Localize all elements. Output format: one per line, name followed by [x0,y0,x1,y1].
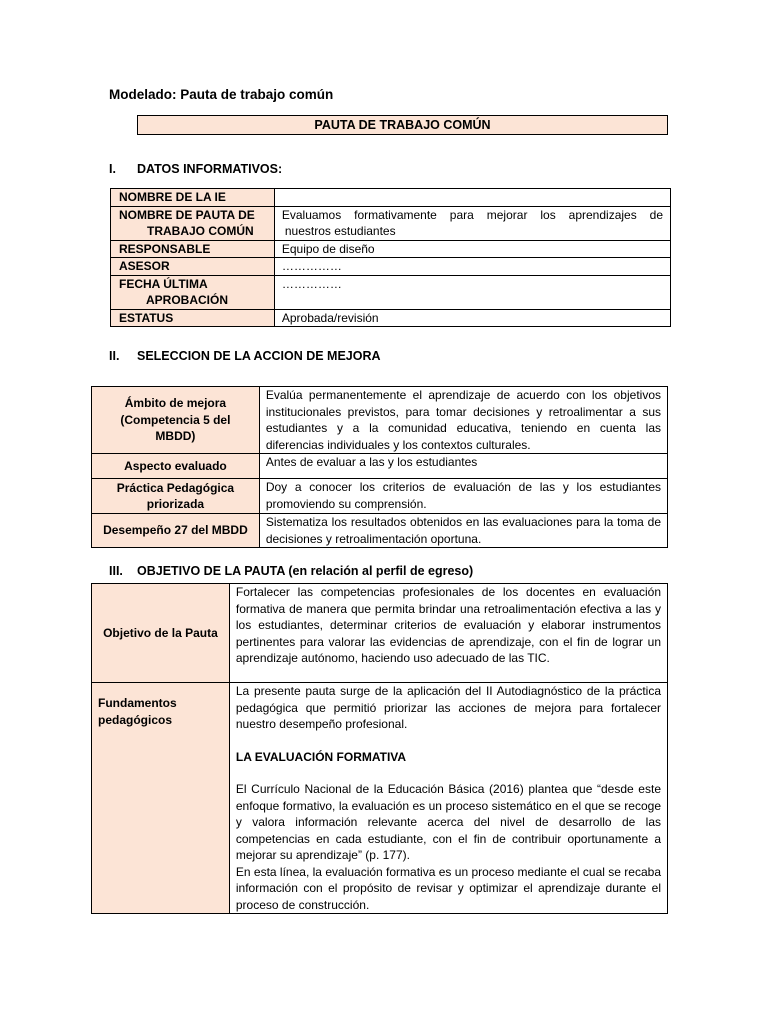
row-label: Práctica Pedagógica priorizada [92,479,260,514]
section-2-number: II. [109,349,120,363]
paragraph: La presente pauta surge de la aplicación del II Autodiagnóstico de la práctica pedagógica que permitió priorizar las acciones de mejora para fortalecer nuestro desempeño profesional. [235,684,661,731]
row-value [274,189,670,207]
objetivo-table [91,583,668,914]
table-row [111,189,671,207]
datos-informativos-table [110,188,671,327]
row-label: Fundamentos pedagógicos [92,683,230,914]
section-2-title: SELECCION DE LA ACCION DE MEJORA [137,349,381,363]
table-row [111,206,671,240]
document-title: Modelado: Pauta de trabajo común [109,87,334,102]
table-row [111,309,671,327]
accion-de-mejora-table [91,386,668,548]
row-label-line: NOMBRE DE PAUTA DE [119,207,255,222]
paragraph: El Currículo Nacional de la Educación Básica (2016) plantea que “desde este enfoque formativo, la evaluación es un proceso sistemático en el que se recoge y valora información relevante acerca del nivel de desarrollo de las competencias en cada estudiante, con el fin de contribuir oportunamente a mejorar su aprendizaje” (p. 177). [235,782,661,862]
row-label-line: APROBACIÓN [146,293,229,307]
section-1-title: DATOS INFORMATIVOS: [137,162,283,176]
row-label [111,206,275,240]
row-value-line: nuestros estudiantes [284,224,396,238]
row-value: Antes de evaluar a las y los estudiantes [259,454,667,479]
row-value: Doy a conocer los criterios de evaluación de las y los estudiantes promoviendo su comprensión. [259,479,667,514]
table-row [92,584,668,683]
row-label [111,275,275,309]
table-row [111,258,671,276]
row-value: …………… [274,258,670,276]
section-3-title: OBJETIVO DE LA PAUTA (en relación al perfil de egreso) [137,564,474,578]
row-value: Aprobada/revisión [274,309,670,327]
row-label: NOMBRE DE LA IE [111,189,275,207]
row-value: Equipo de diseño [274,240,670,258]
paragraph: En esta línea, la evaluación formativa es un proceso mediante el cual se recaba información con el propósito de revisar y optimizar el aprendizaje durante el proceso de construcción. [235,864,661,912]
section-3-number: III. [109,564,123,578]
table-row [111,240,671,258]
row-label: Desempeño 27 del MBDD [92,514,260,548]
table-row [111,275,671,309]
row-label: Objetivo de la Pauta [92,584,230,683]
row-value [229,683,667,914]
section-1-heading [109,162,282,176]
table-row [92,454,668,479]
row-value-line: Evaluamos formativamente para mejorar los aprendizajes de [281,207,663,222]
row-label: Aspecto evaluado [92,454,260,479]
section-1-number: I. [109,162,116,176]
section-3-heading [109,564,473,578]
section-2-heading [109,349,381,363]
table-row [92,387,668,454]
subheading: LA EVALUACIÓN FORMATIVA [235,749,407,764]
banner-title: PAUTA DE TRABAJO COMÚN [137,115,668,135]
row-label-line: FECHA ÚLTIMA [119,276,208,291]
row-label: ASESOR [111,258,275,276]
row-label: ESTATUS [111,309,275,327]
row-label: RESPONSABLE [111,240,275,258]
row-label: Ámbito de mejora (Competencia 5 del MBDD) [92,387,260,454]
row-value: …………… [274,275,670,309]
table-row [92,479,668,514]
table-row [92,514,668,548]
row-label-line: TRABAJO COMÚN [147,224,254,238]
row-value: Sistematiza los resultados obtenidos en las evaluaciones para la toma de decisiones y retroalimentación oportuna. [259,514,667,548]
row-value [274,206,670,240]
table-row [92,683,668,914]
row-value: Fortalecer las competencias profesionales de los docentes en evaluación formativa de manera que permita brindar una retroalimentación efectiva a las y los estudiantes, determinar criterios de evaluación y elaborar instrumentos pertinentes para valorar las evidencias de aprendizaje, con el fin de lograr un aprendizaje autónomo, haciendo uso adecuado de las TIC. [229,584,667,683]
row-value: Evalúa permanentemente el aprendizaje de acuerdo con los objetivos institucionales previstos, para tomar decisiones y retroalimentar a sus estudiantes y a la comunidad educativa, teniendo en cuenta las diferencias individuales y los contextos culturales. [259,387,667,454]
